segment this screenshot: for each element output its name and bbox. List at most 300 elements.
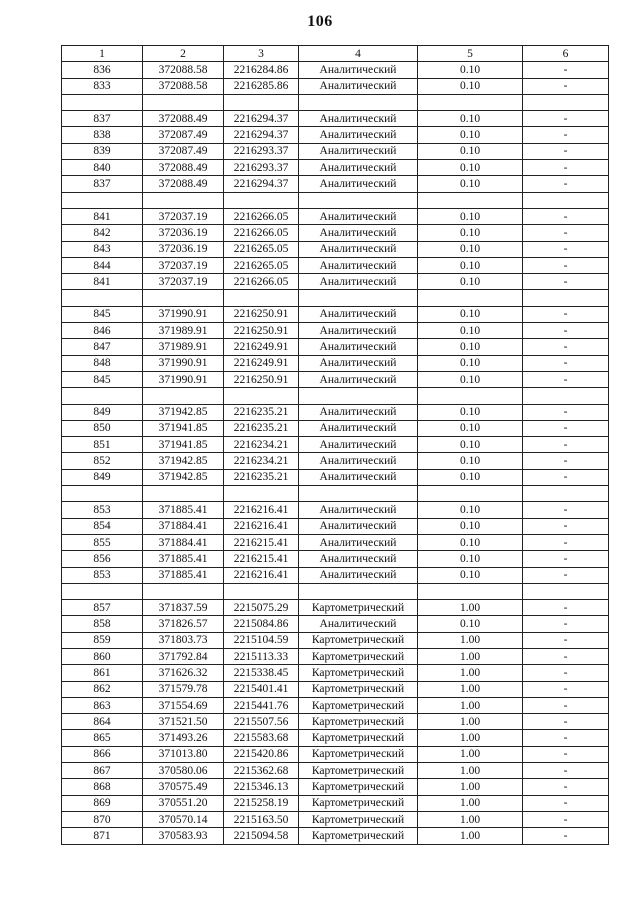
table-cell: - — [523, 339, 609, 355]
table-cell: - — [523, 795, 609, 811]
table-cell: 1.00 — [418, 632, 523, 648]
table-cell: Картометрический — [299, 730, 418, 746]
empty-cell — [224, 290, 299, 306]
table-cell: 2216216.41 — [224, 502, 299, 518]
table-cell: 371803.73 — [143, 632, 224, 648]
table-cell: 849 — [62, 404, 143, 420]
table-cell: 2215420.86 — [224, 746, 299, 762]
table-cell: 370551.20 — [143, 795, 224, 811]
table-cell: 860 — [62, 648, 143, 664]
table-cell: 863 — [62, 697, 143, 713]
table-cell: 372037.19 — [143, 208, 224, 224]
table-cell: - — [523, 404, 609, 420]
empty-cell — [143, 290, 224, 306]
table-row — [62, 681, 609, 697]
table-cell: 372037.19 — [143, 257, 224, 273]
table-cell: 370575.49 — [143, 779, 224, 795]
table-row — [62, 371, 609, 387]
table-cell: 0.10 — [418, 176, 523, 192]
table-cell: 2216249.91 — [224, 339, 299, 355]
table-cell: - — [523, 257, 609, 273]
empty-cell — [299, 486, 418, 502]
table-cell: 0.10 — [418, 111, 523, 127]
table-cell: 870 — [62, 811, 143, 827]
table-cell: - — [523, 828, 609, 844]
table-cell: 1.00 — [418, 746, 523, 762]
table-cell: 0.10 — [418, 241, 523, 257]
table-cell: - — [523, 681, 609, 697]
table-cell: 2215258.19 — [224, 795, 299, 811]
table-row — [62, 518, 609, 534]
table-cell: 2215084.86 — [224, 616, 299, 632]
table-cell: 837 — [62, 176, 143, 192]
table-cell: Картометрический — [299, 632, 418, 648]
table-cell: 0.10 — [418, 616, 523, 632]
table-row — [62, 420, 609, 436]
table-cell: 0.10 — [418, 257, 523, 273]
table-cell: - — [523, 730, 609, 746]
empty-cell — [143, 583, 224, 599]
empty-cell — [523, 192, 609, 208]
table-row — [62, 828, 609, 844]
table-cell: 0.10 — [418, 355, 523, 371]
table-cell: - — [523, 811, 609, 827]
table-cell: Аналитический — [299, 518, 418, 534]
table-cell: 2215163.50 — [224, 811, 299, 827]
table-cell: 841 — [62, 274, 143, 290]
table-row — [62, 567, 609, 583]
table-cell: Аналитический — [299, 420, 418, 436]
table-cell: Аналитический — [299, 257, 418, 273]
table-cell: 372088.58 — [143, 78, 224, 94]
table-cell: 0.10 — [418, 208, 523, 224]
table-cell: 370580.06 — [143, 763, 224, 779]
table-cell: 845 — [62, 371, 143, 387]
table-cell: 0.10 — [418, 78, 523, 94]
page-number: 106 — [307, 13, 333, 30]
table-cell: 0.10 — [418, 567, 523, 583]
table-cell: Картометрический — [299, 697, 418, 713]
table-cell: 1.00 — [418, 811, 523, 827]
column-header: 2 — [143, 46, 224, 62]
table-cell: 843 — [62, 241, 143, 257]
table-cell: 847 — [62, 339, 143, 355]
empty-cell — [224, 486, 299, 502]
separator-row — [62, 583, 609, 599]
table-cell: 867 — [62, 763, 143, 779]
table-row — [62, 241, 609, 257]
table-header-row — [62, 46, 609, 62]
table-cell: 372036.19 — [143, 241, 224, 257]
empty-cell — [418, 486, 523, 502]
table-cell: 370583.93 — [143, 828, 224, 844]
table-cell: Картометрический — [299, 811, 418, 827]
table-cell: 2216234.21 — [224, 453, 299, 469]
table-cell: 2216294.37 — [224, 111, 299, 127]
table-row — [62, 257, 609, 273]
table-cell: 1.00 — [418, 730, 523, 746]
table-cell: 2215401.41 — [224, 681, 299, 697]
table-cell: 2216234.21 — [224, 437, 299, 453]
empty-cell — [62, 486, 143, 502]
table-cell: 0.10 — [418, 404, 523, 420]
table-row — [62, 127, 609, 143]
table-row — [62, 600, 609, 616]
table-cell: 372088.49 — [143, 111, 224, 127]
table-cell: 1.00 — [418, 828, 523, 844]
table-cell: - — [523, 127, 609, 143]
table-cell: - — [523, 616, 609, 632]
table-cell: 1.00 — [418, 600, 523, 616]
table-cell: 371826.57 — [143, 616, 224, 632]
separator-row — [62, 290, 609, 306]
table-cell: - — [523, 225, 609, 241]
table-cell: 2216235.21 — [224, 469, 299, 485]
table-row — [62, 795, 609, 811]
table-row — [62, 697, 609, 713]
table-cell: - — [523, 648, 609, 664]
table-cell: Картометрический — [299, 795, 418, 811]
table-row — [62, 763, 609, 779]
table-cell: 864 — [62, 714, 143, 730]
table-row — [62, 225, 609, 241]
table-cell: - — [523, 241, 609, 257]
empty-cell — [299, 583, 418, 599]
table-cell: 371885.41 — [143, 551, 224, 567]
table-cell: 2216216.41 — [224, 567, 299, 583]
table-cell: 371493.26 — [143, 730, 224, 746]
table-row — [62, 665, 609, 681]
table-cell: 854 — [62, 518, 143, 534]
table-cell: - — [523, 111, 609, 127]
table-cell: Аналитический — [299, 78, 418, 94]
table-cell: 371989.91 — [143, 323, 224, 339]
empty-cell — [62, 94, 143, 110]
table-row — [62, 746, 609, 762]
table-cell: - — [523, 746, 609, 762]
table-cell: - — [523, 437, 609, 453]
table-cell: 845 — [62, 306, 143, 322]
table-row — [62, 62, 609, 78]
empty-cell — [224, 388, 299, 404]
table-cell: 370570.14 — [143, 811, 224, 827]
column-header: 5 — [418, 46, 523, 62]
table-cell: 371941.85 — [143, 420, 224, 436]
table-cell: Аналитический — [299, 371, 418, 387]
table-row — [62, 160, 609, 176]
table-cell: Аналитический — [299, 62, 418, 78]
empty-cell — [62, 388, 143, 404]
table-cell: 2216265.05 — [224, 257, 299, 273]
table-cell: - — [523, 779, 609, 795]
table-cell: Аналитический — [299, 502, 418, 518]
table-row — [62, 111, 609, 127]
table-cell: 2215113.33 — [224, 648, 299, 664]
table-row — [62, 208, 609, 224]
empty-cell — [299, 388, 418, 404]
table-cell: 857 — [62, 600, 143, 616]
table-row — [62, 616, 609, 632]
table-cell: 842 — [62, 225, 143, 241]
empty-cell — [523, 94, 609, 110]
table-cell: - — [523, 600, 609, 616]
table-cell: 856 — [62, 551, 143, 567]
empty-cell — [418, 290, 523, 306]
table-cell: 2215583.68 — [224, 730, 299, 746]
table-cell: Аналитический — [299, 616, 418, 632]
table-cell: 371942.85 — [143, 469, 224, 485]
table-cell: 2216215.41 — [224, 534, 299, 550]
table-cell: 2216293.37 — [224, 160, 299, 176]
table-cell: Аналитический — [299, 339, 418, 355]
table-cell: 1.00 — [418, 648, 523, 664]
table-row — [62, 355, 609, 371]
separator-row — [62, 192, 609, 208]
table-cell: Аналитический — [299, 453, 418, 469]
table-cell: 0.10 — [418, 469, 523, 485]
table-cell: - — [523, 551, 609, 567]
empty-cell — [299, 94, 418, 110]
table-cell: - — [523, 632, 609, 648]
table-cell: 833 — [62, 78, 143, 94]
table-cell: 850 — [62, 420, 143, 436]
table-cell: 2215362.68 — [224, 763, 299, 779]
table-cell: 371521.50 — [143, 714, 224, 730]
table-body — [62, 62, 609, 844]
table-cell: 0.10 — [418, 420, 523, 436]
separator-row — [62, 388, 609, 404]
table-cell: 0.10 — [418, 534, 523, 550]
table-cell: Картометрический — [299, 779, 418, 795]
table-row — [62, 811, 609, 827]
table-cell: 0.10 — [418, 551, 523, 567]
table-cell: 2215094.58 — [224, 828, 299, 844]
table-cell: 2216294.37 — [224, 127, 299, 143]
table-cell: Картометрический — [299, 600, 418, 616]
table-cell: 1.00 — [418, 681, 523, 697]
table-cell: - — [523, 143, 609, 159]
table-row — [62, 453, 609, 469]
table-cell: Картометрический — [299, 714, 418, 730]
table-cell: 2215507.56 — [224, 714, 299, 730]
table-cell: 371990.91 — [143, 371, 224, 387]
table-cell: 2216249.91 — [224, 355, 299, 371]
table-cell: 841 — [62, 208, 143, 224]
empty-cell — [62, 192, 143, 208]
table-cell: - — [523, 160, 609, 176]
table-row — [62, 648, 609, 664]
table-cell: 372088.58 — [143, 62, 224, 78]
empty-cell — [62, 290, 143, 306]
table-cell: 371941.85 — [143, 437, 224, 453]
table-cell: 1.00 — [418, 665, 523, 681]
table-cell: 1.00 — [418, 795, 523, 811]
table-cell: 2216250.91 — [224, 323, 299, 339]
empty-cell — [523, 583, 609, 599]
table-cell: 372088.49 — [143, 160, 224, 176]
table-cell: 853 — [62, 567, 143, 583]
table-cell: 2215075.29 — [224, 600, 299, 616]
table-row — [62, 632, 609, 648]
table-cell: 0.10 — [418, 160, 523, 176]
empty-cell — [418, 583, 523, 599]
table-row — [62, 274, 609, 290]
table-cell: Аналитический — [299, 111, 418, 127]
table-cell: 871 — [62, 828, 143, 844]
table-cell: Аналитический — [299, 208, 418, 224]
empty-cell — [418, 94, 523, 110]
table-cell: 865 — [62, 730, 143, 746]
table-cell: 0.10 — [418, 502, 523, 518]
table-row — [62, 404, 609, 420]
empty-cell — [523, 290, 609, 306]
table-cell: - — [523, 306, 609, 322]
table-cell: 2216215.41 — [224, 551, 299, 567]
table-cell: 839 — [62, 143, 143, 159]
table-cell: - — [523, 502, 609, 518]
table-cell: 848 — [62, 355, 143, 371]
table-cell: - — [523, 714, 609, 730]
table-cell: Аналитический — [299, 241, 418, 257]
column-header: 4 — [299, 46, 418, 62]
table-cell: 2216250.91 — [224, 306, 299, 322]
empty-cell — [224, 583, 299, 599]
table-cell: 0.10 — [418, 306, 523, 322]
separator-row — [62, 94, 609, 110]
table-cell: 866 — [62, 746, 143, 762]
table-cell: - — [523, 469, 609, 485]
table-cell: 371990.91 — [143, 306, 224, 322]
table-cell: - — [523, 176, 609, 192]
table-cell: 0.10 — [418, 518, 523, 534]
empty-cell — [224, 94, 299, 110]
table-cell: Аналитический — [299, 469, 418, 485]
table-cell: - — [523, 665, 609, 681]
empty-cell — [523, 388, 609, 404]
table-cell: 371885.41 — [143, 567, 224, 583]
table-cell: 371792.84 — [143, 648, 224, 664]
empty-cell — [224, 192, 299, 208]
table-cell: Картометрический — [299, 665, 418, 681]
table-cell: Аналитический — [299, 160, 418, 176]
table-cell: 859 — [62, 632, 143, 648]
table-cell: Аналитический — [299, 323, 418, 339]
table-cell: 2216265.05 — [224, 241, 299, 257]
table-cell: 0.10 — [418, 453, 523, 469]
table-cell: 371837.59 — [143, 600, 224, 616]
table-cell: 371942.85 — [143, 404, 224, 420]
table-row — [62, 78, 609, 94]
table-cell: Аналитический — [299, 567, 418, 583]
table-cell: 1.00 — [418, 714, 523, 730]
table-cell: 0.10 — [418, 62, 523, 78]
table-cell: - — [523, 453, 609, 469]
table-row — [62, 323, 609, 339]
empty-cell — [418, 192, 523, 208]
table-cell: Аналитический — [299, 143, 418, 159]
table-cell: - — [523, 208, 609, 224]
table-cell: Аналитический — [299, 355, 418, 371]
table-cell: - — [523, 274, 609, 290]
table-row — [62, 779, 609, 795]
empty-cell — [299, 192, 418, 208]
column-header: 3 — [224, 46, 299, 62]
table-cell: 838 — [62, 127, 143, 143]
table-cell: 371579.78 — [143, 681, 224, 697]
table-cell: - — [523, 371, 609, 387]
empty-cell — [299, 290, 418, 306]
table-cell: 1.00 — [418, 697, 523, 713]
table-row — [62, 502, 609, 518]
table-cell: 861 — [62, 665, 143, 681]
table-row — [62, 306, 609, 322]
table-row — [62, 730, 609, 746]
table-row — [62, 551, 609, 567]
table-cell: 2216266.05 — [224, 274, 299, 290]
table-cell: 846 — [62, 323, 143, 339]
table-cell: 2216293.37 — [224, 143, 299, 159]
table-cell: 868 — [62, 779, 143, 795]
table-cell: 840 — [62, 160, 143, 176]
table-cell: 837 — [62, 111, 143, 127]
table-cell: 2216284.86 — [224, 62, 299, 78]
table-cell: 372037.19 — [143, 274, 224, 290]
table-row — [62, 176, 609, 192]
table-cell: - — [523, 62, 609, 78]
table-cell: 0.10 — [418, 371, 523, 387]
table-cell: - — [523, 355, 609, 371]
table-cell: 372087.49 — [143, 143, 224, 159]
table-cell: 371013.80 — [143, 746, 224, 762]
table-cell: 2216235.21 — [224, 420, 299, 436]
table-cell: Аналитический — [299, 404, 418, 420]
table-cell: 849 — [62, 469, 143, 485]
table-cell: 2215104.59 — [224, 632, 299, 648]
table-cell: 371884.41 — [143, 518, 224, 534]
empty-cell — [143, 486, 224, 502]
table-cell: 371942.85 — [143, 453, 224, 469]
table-cell: 372036.19 — [143, 225, 224, 241]
table-row — [62, 339, 609, 355]
table-cell: Картометрический — [299, 828, 418, 844]
table-row — [62, 714, 609, 730]
table-cell: 2216285.86 — [224, 78, 299, 94]
table-cell: Аналитический — [299, 534, 418, 550]
table-cell: 853 — [62, 502, 143, 518]
table-cell: 836 — [62, 62, 143, 78]
table-cell: - — [523, 763, 609, 779]
table-cell: Аналитический — [299, 437, 418, 453]
column-header: 6 — [523, 46, 609, 62]
table-row — [62, 437, 609, 453]
separator-row — [62, 486, 609, 502]
table-cell: 372087.49 — [143, 127, 224, 143]
empty-cell — [143, 94, 224, 110]
table-cell: 2216266.05 — [224, 208, 299, 224]
table-cell: 2215338.45 — [224, 665, 299, 681]
table-cell: 371885.41 — [143, 502, 224, 518]
table-cell: 371884.41 — [143, 534, 224, 550]
table-cell: Аналитический — [299, 176, 418, 192]
table-cell: Аналитический — [299, 225, 418, 241]
table-cell: Аналитический — [299, 274, 418, 290]
table-cell: 2215346.13 — [224, 779, 299, 795]
table-cell: Аналитический — [299, 306, 418, 322]
table-cell: 1.00 — [418, 779, 523, 795]
empty-cell — [143, 192, 224, 208]
table-cell: 0.10 — [418, 323, 523, 339]
empty-cell — [523, 486, 609, 502]
